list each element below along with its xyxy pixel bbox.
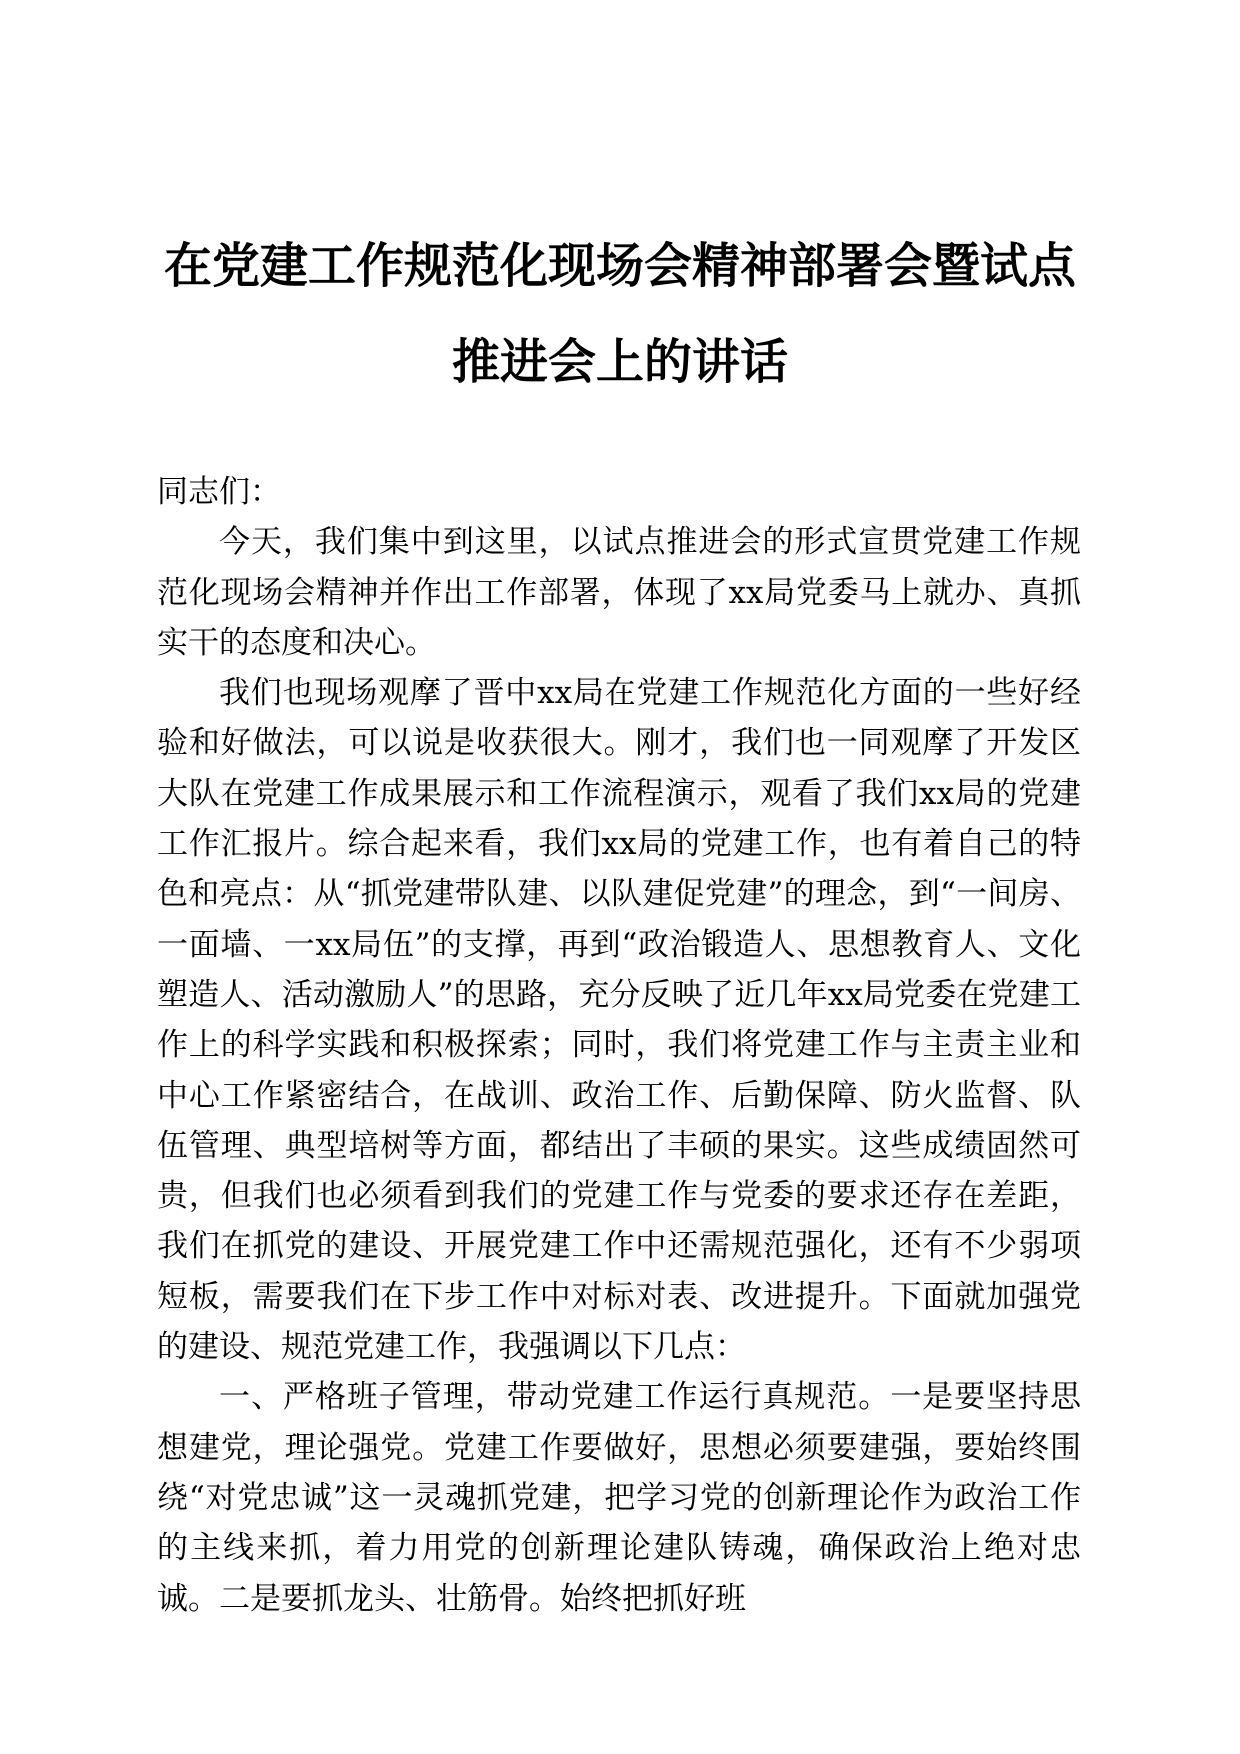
document-body — [157, 467, 1081, 1624]
paragraph-opening: 今天，我们集中到这里，以试点推进会的形式宣贯党建工作规范化现场会精神并作出工作部署，体现了xx局党委马上就办、真抓实干的态度和决心。 — [157, 524, 1081, 661]
salutation: 同志们： — [157, 474, 281, 510]
document-title: 在党建工作规范化现场会精神部署会暨试点推进会上的讲话 — [163, 238, 1076, 390]
paragraph-point-one: 一、严格班子管理，带动党建工作运行真规范。一是要坚持思想建党，理论强党。党建工作要做好，思想必须要建强，要始终围绕“对党忠诚”这一灵魂抓党建，把学习党的创新理论作为政治工作的主线来抓，着力用党的创新理论建队铸魂，确保政治上绝对忠诚。二是要抓龙头、壮筋骨。始终把抓好班 — [157, 1379, 1081, 1617]
paragraph-observation: 我们也现场观摩了晋中xx局在党建工作规范化方面的一些好经验和好做法，可以说是收获很大。刚才，我们也一同观摩了开发区大队在党建工作成果展示和工作流程演示，观看了我们xx局的党建工作汇报片。综合起来看，我们xx局的党建工作，也有着自己的特色和亮点：从“抓党建带队建、以队建促党建”的理念，到“一间房、一面墙、一xx局伍”的支撑，再到“政治锻造人、思想教育人、文化塑造人、活动激励人”的思路，充分反映了近几年xx局党委在党建工作上的科学实践和积极探索；同时，我们将党建工作与主责主业和中心工作紧密结合，在战训、政治工作、后勤保障、防火监督、队伍管理、典型培树等方面，都结出了丰硕的果实。这些成绩固然可贵，但我们也必须看到我们的党建工作与党委的要求还存在差距，我们在抓党的建设、开展党建工作中还需规范强化，还有不少弱项短板，需要我们在下步工作中对标对表、改进提升。下面就加强党的建设、规范党建工作，我强调以下几点： — [157, 675, 1081, 1366]
